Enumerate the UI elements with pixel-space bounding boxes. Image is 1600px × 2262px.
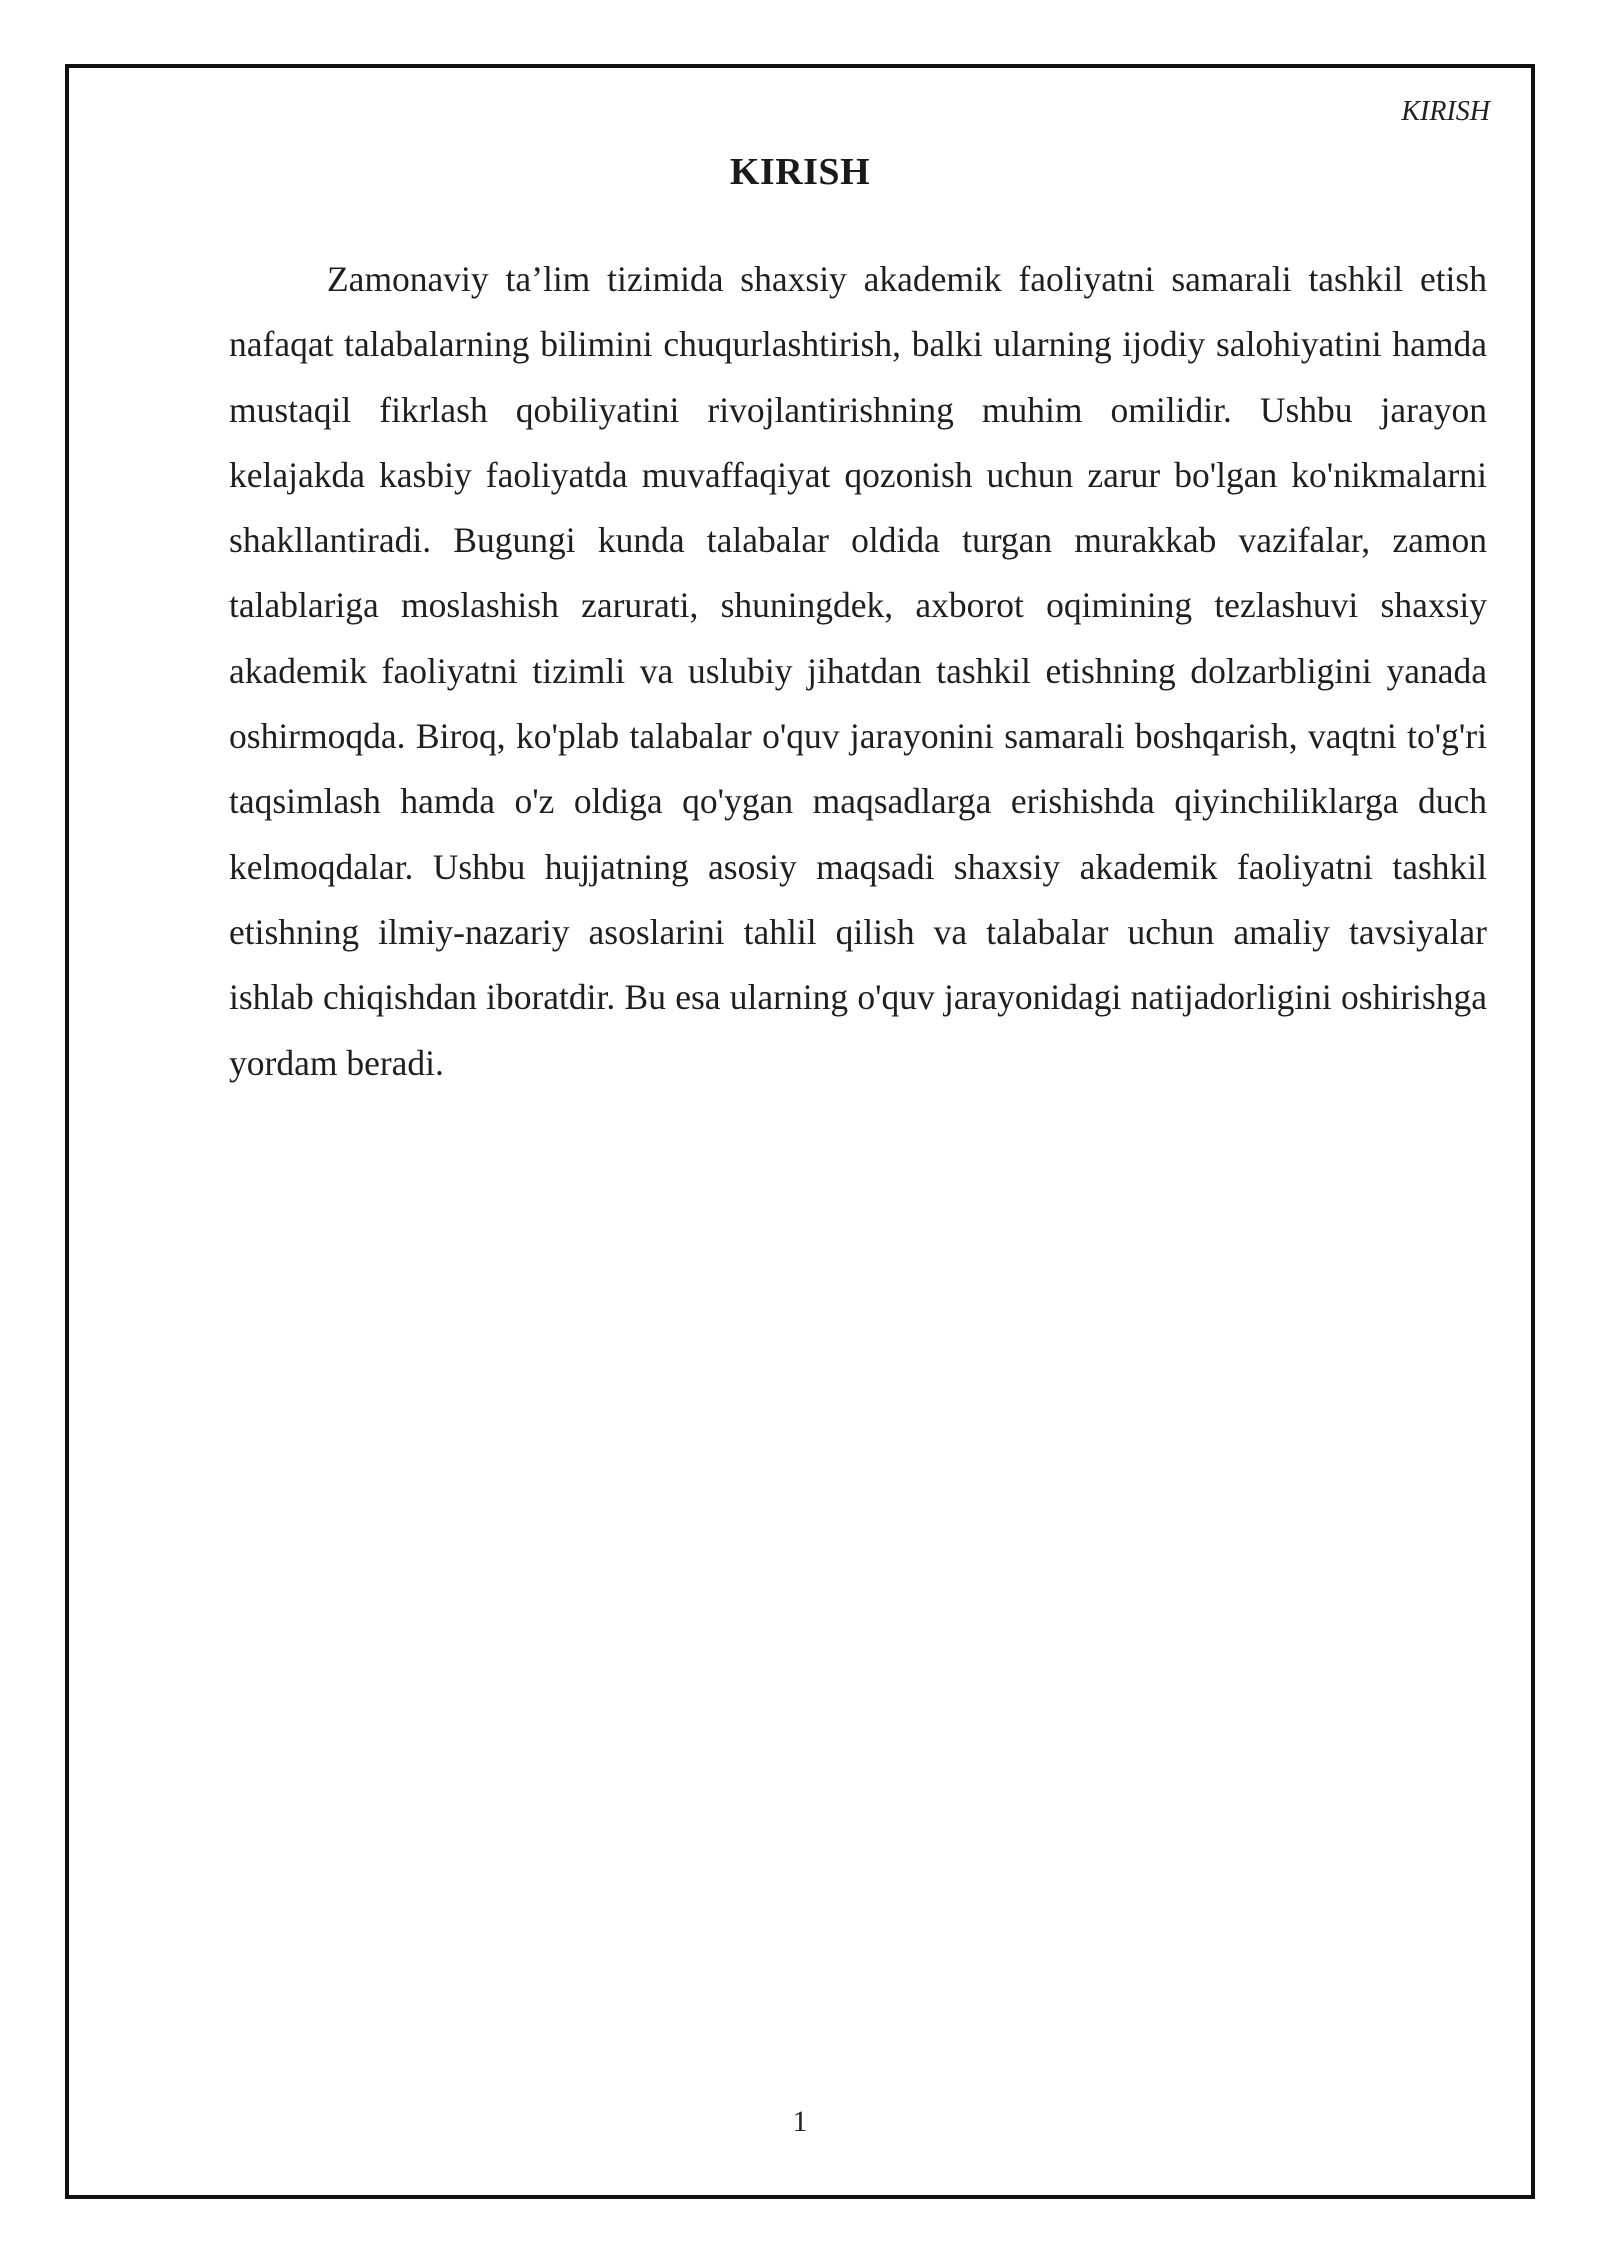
running-header: KIRISH (1401, 96, 1490, 127)
page-number: 1 (792, 2105, 808, 2138)
body-paragraph: Zamonaviy ta’lim tizimida shaxsiy akademik faoliyatni samarali tashkil etish nafaqat talabalarning bilimini chuqurlashtirish, balki ularning ijodiy salohiyatini hamda mustaqil fikrlash qobiliyatini rivojlantirishning muhim omilidir. Ushbu jarayon kelajakda kasbiy faoliyatda muvaffaqiyat qozonish uchun zarur bo'lgan ko'nikmalarni shakllantiradi. Bugungi kunda talabalar oldida turgan murakkab vazifalar, zamon talablariga moslashish zarurati, shuningdek, axborot oqimining tezlashuvi shaxsiy akademik faoliyatni tizimli va uslubiy jihatdan tashkil etishning dolzarbligini yanada oshirmoqda. Biroq, ko'plab talabalar o'quv jarayonini samarali boshqarish, vaqtni to'g'ri taqsimlash hamda o'z oldiga qo'ygan maqsadlarga erishishda qiyinchiliklarga duch kelmoqdalar. Ushbu hujjatning asosiy maqsadi shaxsiy akademik faoliyatni tashkil etishning ilmiy-nazariy asoslarini tahlil qilish va talabalar uchun amaliy tavsiyalar ishlab chiqishdan iboratdir. Bu esa ularning o'quv jarayonidagi natijadorligini oshirishga yordam beradi. (229, 259, 1487, 1083)
page-title: KIRISH (729, 151, 871, 193)
